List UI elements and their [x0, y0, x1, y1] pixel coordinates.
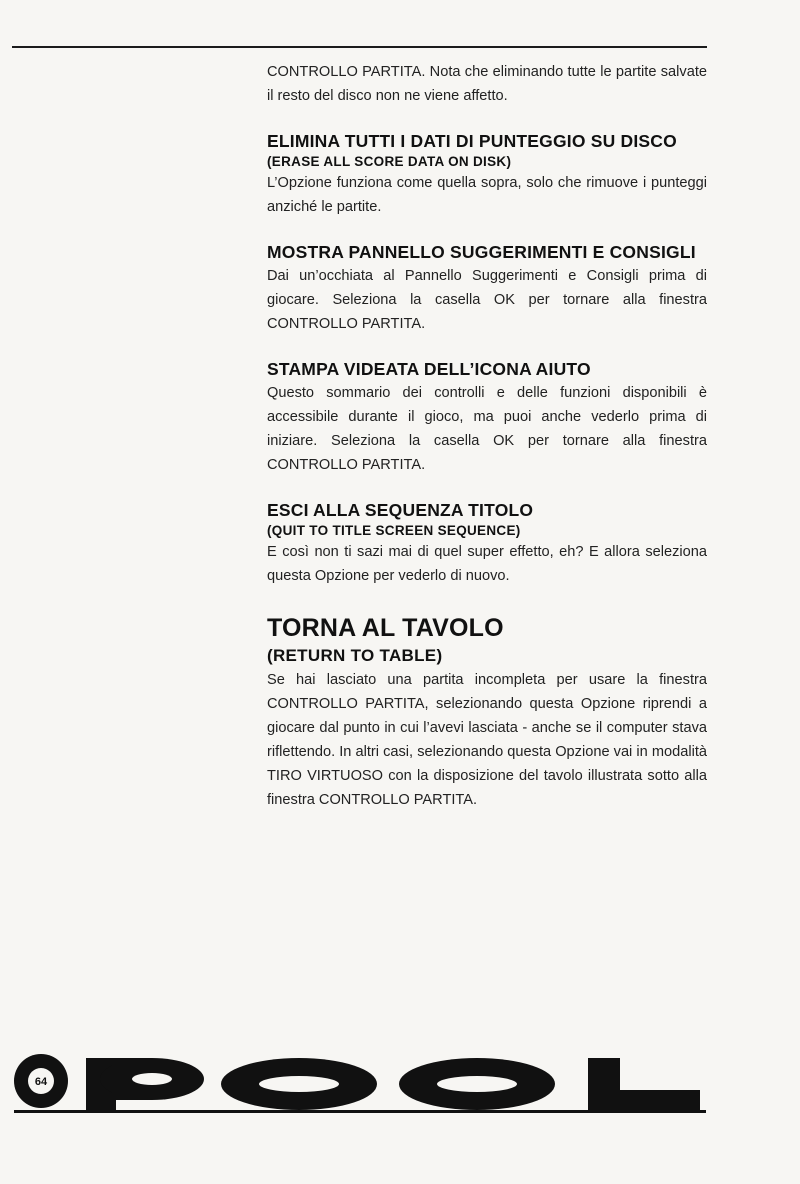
section-return-to-table [267, 612, 707, 812]
page-content [267, 60, 707, 812]
section-body: Dai un’occhiata al Pannello Suggerimenti e Consigli prima di giocare. Seleziona la casella OK per tornare alla finestra CONTROLLO PARTITA. [267, 268, 707, 332]
footer-rule [14, 1110, 706, 1113]
page-number: 64 [34, 1076, 48, 1088]
section-body: E così non ti sazi mai di quel super effetto, eh? E allora seleziona questa Opzione per vederlo di nuovo. [267, 544, 707, 584]
top-rule [12, 46, 707, 48]
logo-text: POOL [14, 1052, 17, 1053]
section-title: TORNA AL TAVOLO [267, 614, 504, 642]
section-print-help-screen [267, 358, 707, 477]
logo-letter-p [86, 1058, 204, 1110]
section-title: ESCI ALLA SEQUENZA TITOLO [267, 500, 534, 520]
pool-logo [14, 1052, 706, 1114]
logo-letter-o-1 [221, 1058, 377, 1110]
section-subtitle: (ERASE ALL SCORE DATA ON DISK) [267, 154, 512, 169]
section-erase-score-data [267, 130, 707, 219]
section-title: STAMPA VIDEATA DELL’ICONA AIUTO [267, 359, 591, 379]
logo-letter-o-2 [399, 1058, 555, 1110]
section-body: L’Opzione funziona come quella sopra, solo che rimuove i punteggi anziché le partite. [267, 175, 707, 215]
section-title: ELIMINA TUTTI I DATI DI PUNTEGGIO SU DISCO [267, 131, 677, 151]
section-subtitle: (QUIT TO TITLE SCREEN SEQUENCE) [267, 523, 521, 538]
intro-paragraph: CONTROLLO PARTITA. Nota che eliminando tutte le partite salvate il resto del disco non ne viene affetto. [267, 64, 707, 104]
section-quit-to-title [267, 499, 707, 588]
section-show-hints-panel [267, 241, 707, 336]
logo-letter-l [588, 1058, 700, 1110]
footer [14, 1052, 706, 1114]
section-subtitle: (RETURN TO TABLE) [267, 646, 443, 665]
section-body: Se hai lasciato una partita incompleta per usare la finestra CONTROLLO PARTITA, selezionando questa Opzione riprendi a giocare dal punto in cui l’avevi lasciata - anche se il computer stava riflettendo. In altri casi, selezionando questa Opzione vai in modalità TIRO VIRTUOSO con la disposizione del tavolo illustrata sotto alla finestra CONTROLLO PARTITA. [267, 672, 707, 808]
section-title: MOSTRA PANNELLO SUGGERIMENTI E CONSIGLI [267, 242, 696, 262]
section-body: Questo sommario dei controlli e delle funzioni disponibili è accessibile durante il gioco, ma puoi anche vederlo prima di iniziare. Seleziona la casella OK per tornare alla finestra CONTROLLO PARTITA. [267, 385, 707, 473]
